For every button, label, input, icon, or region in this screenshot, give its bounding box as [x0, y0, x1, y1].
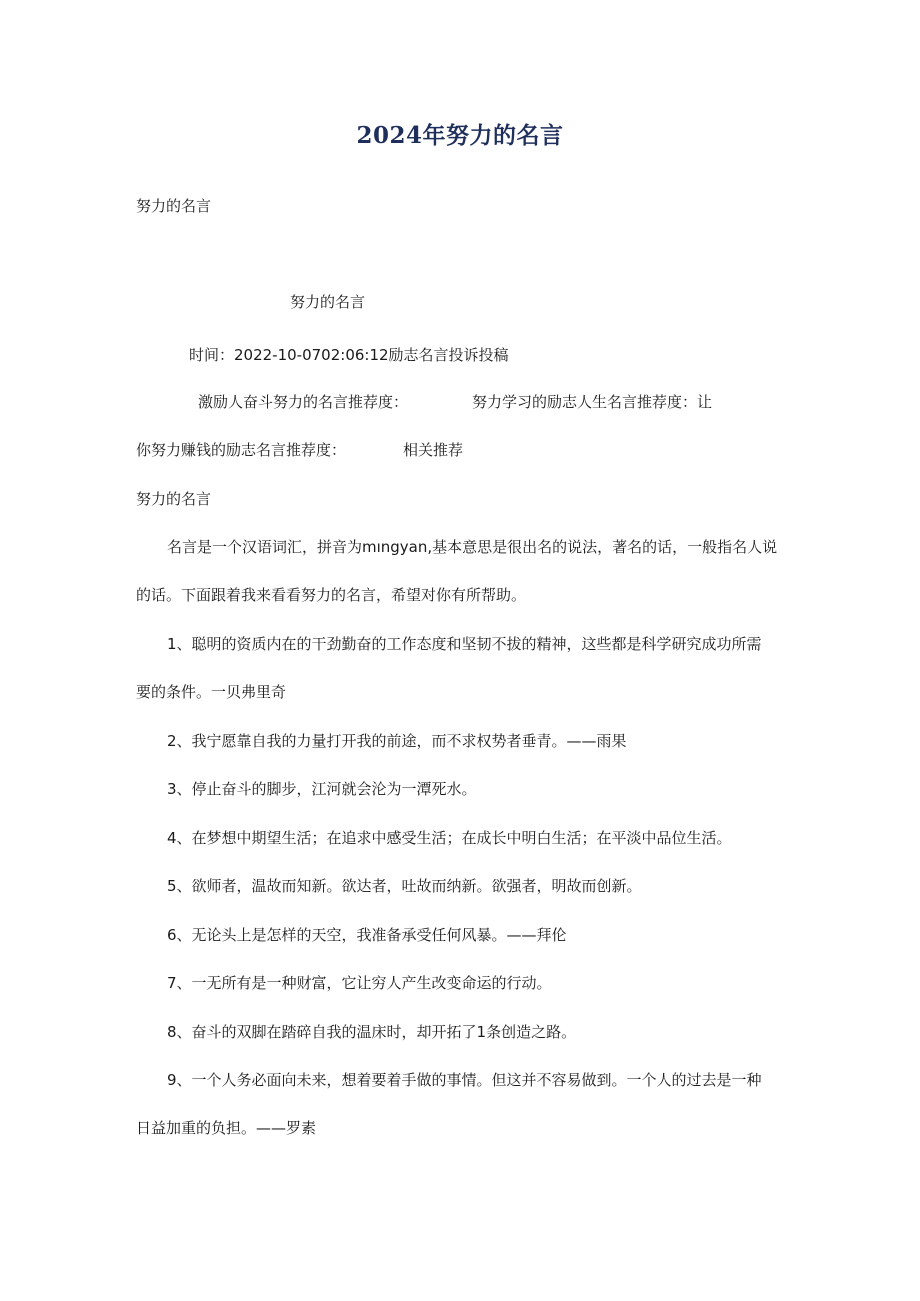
related-item-2: 努力学习的励志人生名言推荐度：让 [472, 393, 713, 411]
intro-paragraph-line-2: 的话。下面跟着我来看看努力的名言，希望对你有所帮助。 [136, 586, 527, 604]
meta-line: 时间：2022-10-0702:06:12励志名言投诉投稿 [189, 346, 509, 364]
article-title: 努力的名言 [290, 293, 366, 311]
quote-9-line-1: 9、一个人务必面向未来，想着要着手做的事情。但这并不容易做到。一个人的过去是一种 [167, 1071, 762, 1089]
document-title: 2024年努力的名言 [356, 122, 564, 149]
quote-3: 3、停止奋斗的脚步，江河就会沦为一潭死水。 [167, 780, 477, 798]
section-heading: 努力的名言 [136, 490, 212, 508]
related-item-3: 你努力赚钱的励志名言推荐度： [136, 441, 347, 459]
quote-5: 5、欲师者，温故而知新。欲达者，吐故而纳新。欲强者，明故而创新。 [167, 877, 642, 895]
quote-2: 2、我宁愿靠自我的力量打开我的前途，而不求权势者垂青。——雨果 [167, 732, 627, 750]
subtitle: 努力的名言 [136, 197, 212, 215]
related-line-1 [198, 392, 712, 412]
quote-6: 6、无论头上是怎样的天空，我准备承受任何风暴。——拜伦 [167, 926, 567, 944]
quote-7: 7、一无所有是一种财富，它让穷人产生改变命运的行动。 [167, 974, 552, 992]
quote-1-line-1: 1、聪明的资质内在的干劲勤奋的工作态度和坚韧不拔的精神，这些都是科学研究成功所需 [167, 635, 762, 653]
quote-8: 8、奋斗的双脚在踏碎自我的温床时，却开拓了1条创造之路。 [167, 1023, 577, 1041]
related-item-1: 激励人奋斗努力的名言推荐度： [198, 393, 409, 411]
quote-9-line-2: 日益加重的负担。——罗素 [136, 1119, 317, 1137]
quote-4: 4、在梦想中期望生活；在追求中感受生活；在成长中明白生活；在平淡中品位生活。 [167, 829, 732, 847]
related-line-2 [136, 440, 463, 460]
intro-paragraph-line-1: 名言是一个汉语词汇，拼音为mıngyan,基本意思是很出名的说法，著名的话，一般指名人说 [167, 538, 778, 556]
quote-1-line-2: 要的条件。一贝弗里奇 [136, 683, 287, 701]
related-item-4: 相关推荐 [403, 441, 464, 459]
